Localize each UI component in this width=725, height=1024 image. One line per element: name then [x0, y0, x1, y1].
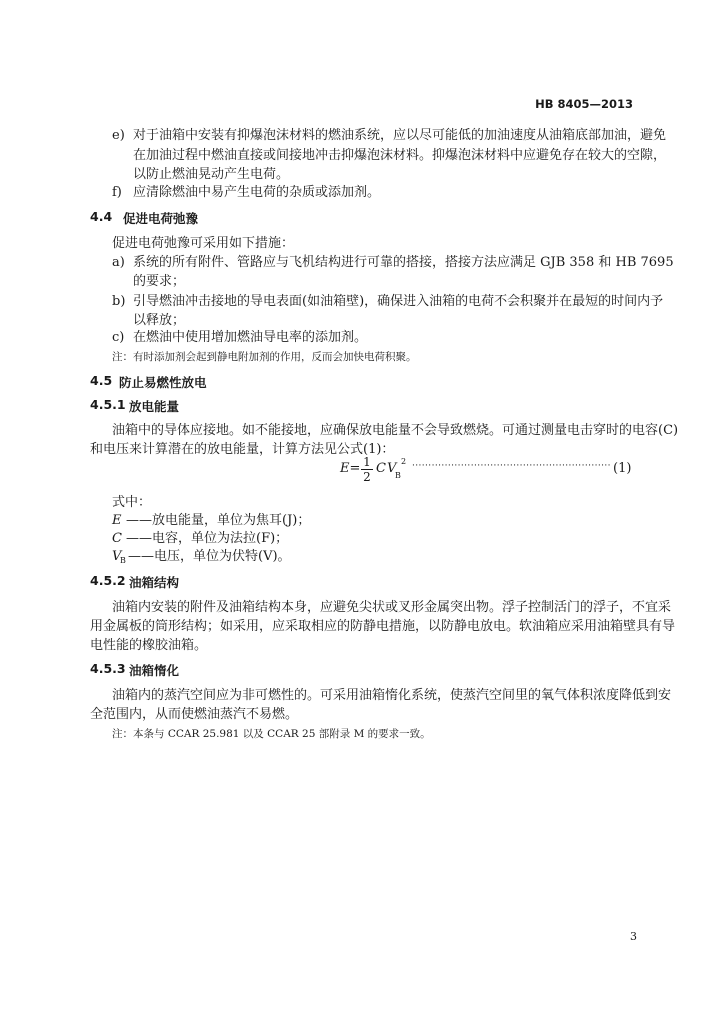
list-item-c-line1: 在燃油中使用增加燃油导电率的添加剂。: [133, 330, 368, 345]
section-4-5-number: 4.5: [90, 373, 113, 388]
formula-number: (1): [613, 461, 632, 476]
list-item-a-line2: 的要求；: [133, 274, 186, 289]
section-4-5-1-para-line2: 和电压来计算潜在的放电能量，计算方法见公式(1)：: [90, 442, 395, 457]
section-4-5-2-line1: 油箱内安装的附件及油箱结构本身，应避免尖状或叉形金属突出物。浮子控制活门的浮子，不宜采: [112, 600, 672, 615]
fraction-numerator: 1: [363, 455, 371, 469]
section-4-5-2-number: 4.5.2: [90, 573, 126, 588]
var-e-description: ——放电能量，单位为焦耳(J)；: [126, 513, 311, 528]
list-marker-f: f): [112, 185, 122, 200]
var-v-subscript: B: [120, 556, 126, 565]
var-c-symbol: C: [112, 531, 122, 546]
section-4-5-3-note: 注：本条与 CCAR 25.981 以及 CCAR 25 部附录 M 的要求一致。: [112, 728, 431, 740]
section-4-5-1-number: 4.5.1: [90, 397, 126, 412]
fraction-denominator: 2: [363, 470, 371, 484]
var-v-description: ——电压，单位为伏特(V)。: [128, 549, 291, 564]
list-item-a-line1: 系统的所有附件、管路应与飞机结构进行可靠的搭接，搭接方法应满足 GJB 358 和 HB 7695: [133, 255, 674, 270]
standard-number: HB 8405—2013: [535, 97, 633, 111]
section-4-5-1-para-line1: 油箱中的导体应接地。如不能接地，应确保放电能量不会导致燃烧。可通过测量电击穿时的电容(C): [112, 423, 679, 438]
list-item-e-line3: 以防止燃油晃动产生电荷。: [133, 167, 290, 182]
section-4-5-3-line2: 全范围内，从而使燃油蒸汽不易燃。: [90, 707, 299, 722]
where-label: 式中：: [112, 495, 152, 510]
section-4-5-title: 防止易燃性放电: [119, 375, 207, 390]
section-4-4-title: 促进电荷弛豫: [123, 211, 199, 226]
section-4-5-3-number: 4.5.3: [90, 661, 126, 676]
list-marker-a: a): [112, 255, 125, 270]
list-item-b-line2: 以释放；: [133, 313, 186, 328]
formula-lhs: E=: [340, 461, 361, 476]
section-4-4-number: 4.4: [90, 209, 113, 224]
section-4-5-2-line3: 电性能的橡胶油箱。: [90, 638, 208, 653]
list-item-e-line1: 对于油箱中安装有抑爆泡沫材料的燃油系统，应以尽可能低的加油速度从油箱底部加油，避免: [133, 128, 667, 143]
var-v-symbol: V: [112, 549, 122, 564]
section-4-5-3-title: 油箱惰化: [129, 663, 180, 678]
formula-v-superscript: 2: [401, 457, 407, 466]
list-marker-e: e): [112, 128, 125, 143]
list-item-f-line1: 应清除燃油中易产生电荷的杂质或添加剂。: [133, 185, 381, 200]
list-marker-b: b): [112, 294, 126, 309]
formula-1: [340, 455, 640, 495]
list-item-b-line1: 引导燃油冲击接地的导电表面(如油箱壁)，确保进入油箱的电荷不会积聚并在最短的时间内予: [133, 294, 664, 309]
section-4-5-3-line1: 油箱内的蒸汽空间应为非可燃性的。可采用油箱惰化系统，使蒸汽空间里的氧气体积浓度降低到安: [112, 688, 672, 703]
section-4-4-note: 注：有时添加剂会起到静电附加剂的作用，反而会加快电荷积聚。: [112, 351, 417, 363]
formula-v-subscript: B: [395, 471, 401, 480]
formula-leader-dots: ·····························································: [412, 461, 611, 471]
section-4-4-intro: 促进电荷弛豫可采用如下措施：: [112, 236, 295, 251]
var-c-description: ——电容，单位为法拉(F)；: [126, 531, 289, 546]
list-item-e-line2: 在加油过程中燃油直接或间接地冲击抑爆泡沫材料。抑爆泡沫材料中应避免存在较大的空隙，: [133, 148, 667, 163]
page-number: 3: [630, 930, 637, 943]
formula-c: C: [376, 461, 386, 476]
section-4-5-2-title: 油箱结构: [129, 575, 180, 590]
section-4-5-2-line2: 用金属板的筒形结构；如采用，应采取相应的防静电措施，以防静电放电。软油箱应采用油箱壁具有导: [90, 619, 676, 634]
section-4-5-1-title: 放电能量: [129, 399, 180, 414]
var-e-symbol: E: [112, 513, 122, 528]
formula-v: V: [387, 461, 397, 476]
list-marker-c: c): [112, 330, 125, 345]
